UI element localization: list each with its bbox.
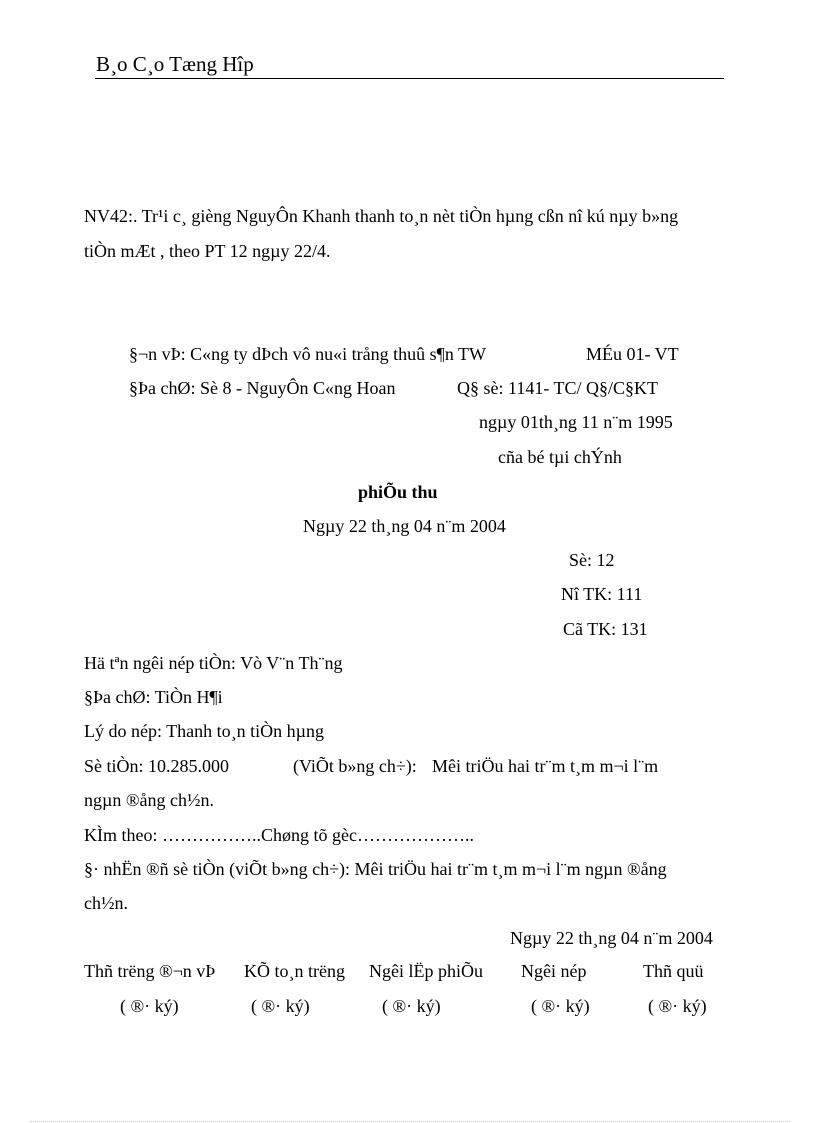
role-chief-accountant: KÕ to¸n trëng — [244, 961, 345, 981]
role-payer: Ngêi nép — [521, 961, 587, 981]
issuer: cña bé tµi chÝnh — [498, 447, 622, 467]
received-amount: §· nhËn ®ñ sè tiÒn (viÕt b»ng ch÷): Mêi triÖu hai tr¨m t¸m m¬i l¨m ngµn ®ång — [84, 859, 667, 879]
role-director: Thñ trëng ®¬n vÞ — [84, 961, 216, 981]
payer-name: Hä tªn ngêi nép tiÒn: Vò V¨n Th¨ng — [84, 653, 343, 673]
page-bottom-border — [30, 1121, 790, 1122]
document-date: Ngµy 22 th¸ng 04 n¨m 2004 — [303, 516, 506, 536]
sign-note-director: ( ®· ký) — [120, 996, 179, 1016]
amount-words: Mêi triÖu hai tr¨m t¸m m¬i l¨m — [432, 756, 659, 776]
amount-words-label: (ViÕt b»ng ch÷): — [293, 756, 417, 776]
amount: Sè tiÒn: 10.285.000 — [84, 756, 230, 776]
form-code: MÉu 01- VT — [586, 344, 679, 364]
signature-date: Ngµy 22 th¸ng 04 n¨m 2004 — [510, 928, 713, 948]
header-title: B¸o C¸o Tæng Hîp — [96, 52, 254, 76]
amount-words-cont: ngµn ®ång ch½n. — [84, 790, 215, 810]
decision-date: ngµy 01th¸ng 11 n¨m 1995 — [479, 412, 673, 432]
sign-note-preparer: ( ®· ký) — [382, 996, 441, 1016]
org-unit: §¬n vÞ: C«ng ty dÞch vô nu«i trång thuû s¶n TW — [129, 344, 486, 364]
intro-line-2: tiÒn mÆt , theo PT 12 ngµy 22/4. — [84, 241, 331, 261]
header-rule — [95, 78, 724, 79]
received-amount-cont: ch½n. — [84, 893, 128, 913]
credit-account: Cã TK: 131 — [563, 619, 648, 639]
decision-number: Q§ sè: 1141- TC/ Q§/C§KT — [457, 378, 658, 398]
role-cashier: Thñ quü — [643, 961, 704, 981]
payer-address: §Þa chØ: TiÒn H¶i — [84, 687, 223, 707]
debit-account: Nî TK: 111 — [561, 584, 643, 604]
sign-note-chief-accountant: ( ®· ký) — [251, 996, 310, 1016]
org-address: §Þa chØ: Sè 8 - NguyÔn C«ng Hoan — [129, 378, 396, 398]
sign-note-payer: ( ®· ký) — [531, 996, 590, 1016]
document-number: Sè: 12 — [569, 550, 615, 570]
role-preparer: Ngêi lËp phiÕu — [369, 961, 483, 981]
document-title: phiÕu thu — [358, 482, 438, 502]
attachment: KÌm theo: ……………..Chøng tõ gèc……………….. — [84, 825, 474, 845]
intro-line-1: NV42:. Tr¹i c¸ gièng NguyÔn Khanh thanh to¸n nèt tiÒn hµng cßn nî kú nµy b»ng — [84, 206, 679, 226]
reason: Lý do nép: Thanh to¸n tiÒn hµng — [84, 721, 325, 741]
sign-note-cashier: ( ®· ký) — [648, 996, 707, 1016]
